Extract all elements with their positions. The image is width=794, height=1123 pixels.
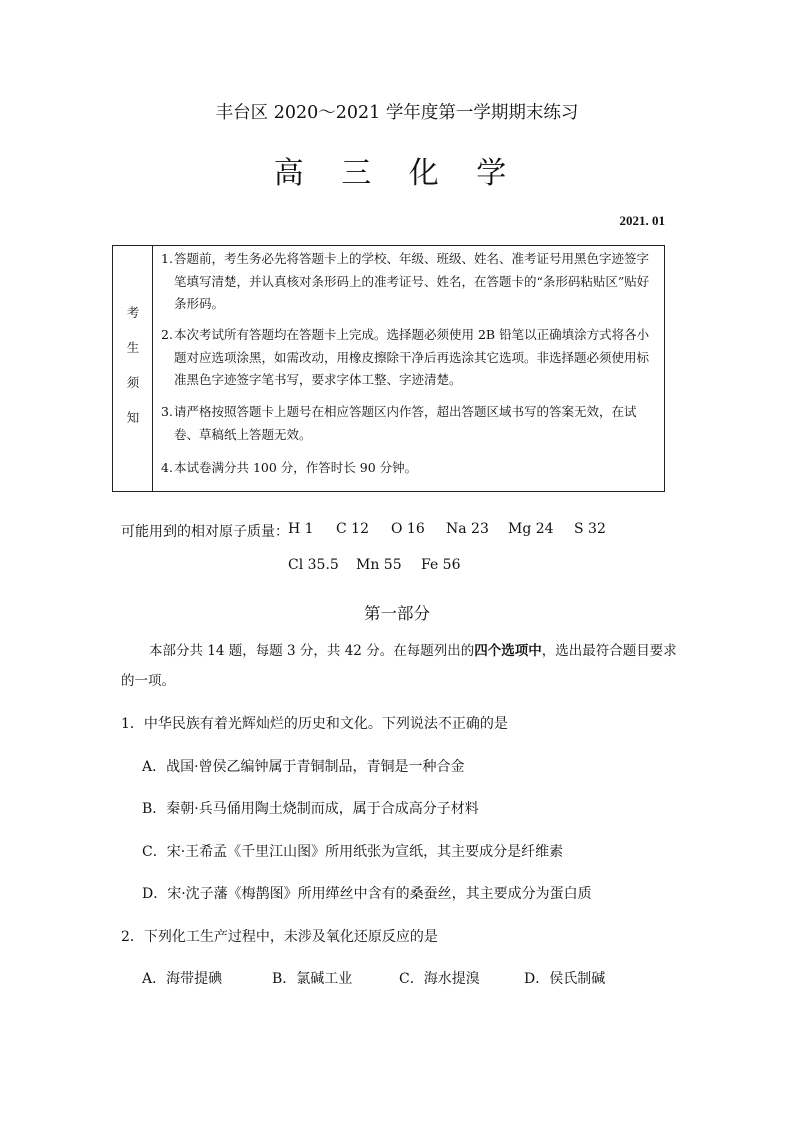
notice-item [161, 248, 661, 316]
notice-item [161, 401, 661, 446]
notice-label-char: 生 [126, 340, 140, 355]
notice-item [161, 457, 661, 480]
atomic-mass-entry: Mg 24 [508, 521, 554, 537]
notice-item-text: 本试卷满分共 100 分，作答时长 90 分钟。 [174, 460, 418, 475]
notice-label-char: 须 [126, 375, 140, 390]
answer-option: A．战国·曾侯乙编钟属于青铜制品，青铜是一种合金 [142, 759, 465, 775]
atomic-mass-entry: S 32 [574, 521, 606, 537]
exam-header-title: 丰台区 2020～2021 学年度第一学期期末练习 [215, 103, 579, 123]
atomic-mass-entry: Mn 55 [356, 557, 402, 573]
notice-item-text: 请严格按照答题卡上题号在相应答题区内作答，超出答题区域书写的答案无效，在试卷、草稿纸上答题无效。 [174, 404, 637, 442]
instructions-text: 本部分共 14 题，每题 3 分，共 42 分。在每题列出的 [149, 643, 475, 659]
answer-option: C．海水提溴 [399, 971, 480, 987]
atomic-mass-entry: O 16 [391, 521, 425, 537]
notice-label-char: 知 [126, 410, 140, 425]
notice-item-text: 本次考试所有答题均在答题卡上完成。选择题必须使用 2B 铅笔以正确填涂方式将各小题对应选项涂黑，如需改动，用橡皮擦除干净后再选涂其它选项。非选择题必须使用标准黑色字迹签字笔书写，要求字体工整、字迹清楚。 [174, 327, 650, 387]
instructions-emphasis: 四个选项中 [474, 643, 542, 659]
answer-option: A．海带提碘 [142, 971, 223, 987]
atomic-mass-label: 可能用到的相对原子质量： [121, 524, 289, 540]
instructions-text: ，选出最符合题目要求的一项。 [121, 643, 677, 689]
notice-item-text: 答题前，考生务必先将答题卡上的学校、年级、班级、姓名、准考证号用黑色字迹签字笔填写清楚，并认真核对条形码上的准考证号、姓名，在答题卡的“条形码粘贴区”贴好条形码。 [174, 251, 650, 311]
notice-item [161, 324, 661, 392]
notice-item-number: 3. [161, 404, 173, 419]
notice-label-char: 考 [126, 305, 140, 320]
atomic-mass-entry: H 1 [288, 521, 314, 537]
answer-option: D．侯氏制碱 [524, 971, 606, 987]
candidate-notice-box [112, 245, 665, 492]
question-stem: 2．下列化工生产过程中，未涉及氧化还原反应的是 [121, 929, 438, 945]
notice-label-column [113, 246, 153, 491]
subject-title: 高 三 化 学 [273, 156, 521, 191]
atomic-mass-entry: Na 23 [446, 521, 489, 537]
atomic-mass-entry: Cl 35.5 [288, 557, 339, 573]
part-instructions [121, 636, 681, 696]
atomic-mass-entry: C 12 [336, 521, 369, 537]
notice-item-number: 1. [161, 251, 173, 266]
answer-option: D．宋·沈子藩《梅鹊图》所用缂丝中含有的桑蚕丝，其主要成分为蛋白质 [142, 886, 592, 902]
answer-option: B．秦朝·兵马俑用陶土烧制而成，属于合成高分子材料 [142, 801, 479, 817]
notice-item-number: 4. [161, 460, 173, 475]
answer-option: B．氯碱工业 [272, 971, 353, 987]
question-stem: 1．中华民族有着光辉灿烂的历史和文化。下列说法不正确的是 [121, 716, 508, 732]
answer-option: C．宋·王希孟《千里江山图》所用纸张为宣纸，其主要成分是纤维素 [142, 844, 564, 860]
exam-date: 2021. 01 [619, 213, 665, 228]
atomic-mass-entry: Fe 56 [421, 557, 461, 573]
section-title: 第一部分 [364, 604, 430, 623]
notice-item-number: 2. [161, 327, 173, 342]
